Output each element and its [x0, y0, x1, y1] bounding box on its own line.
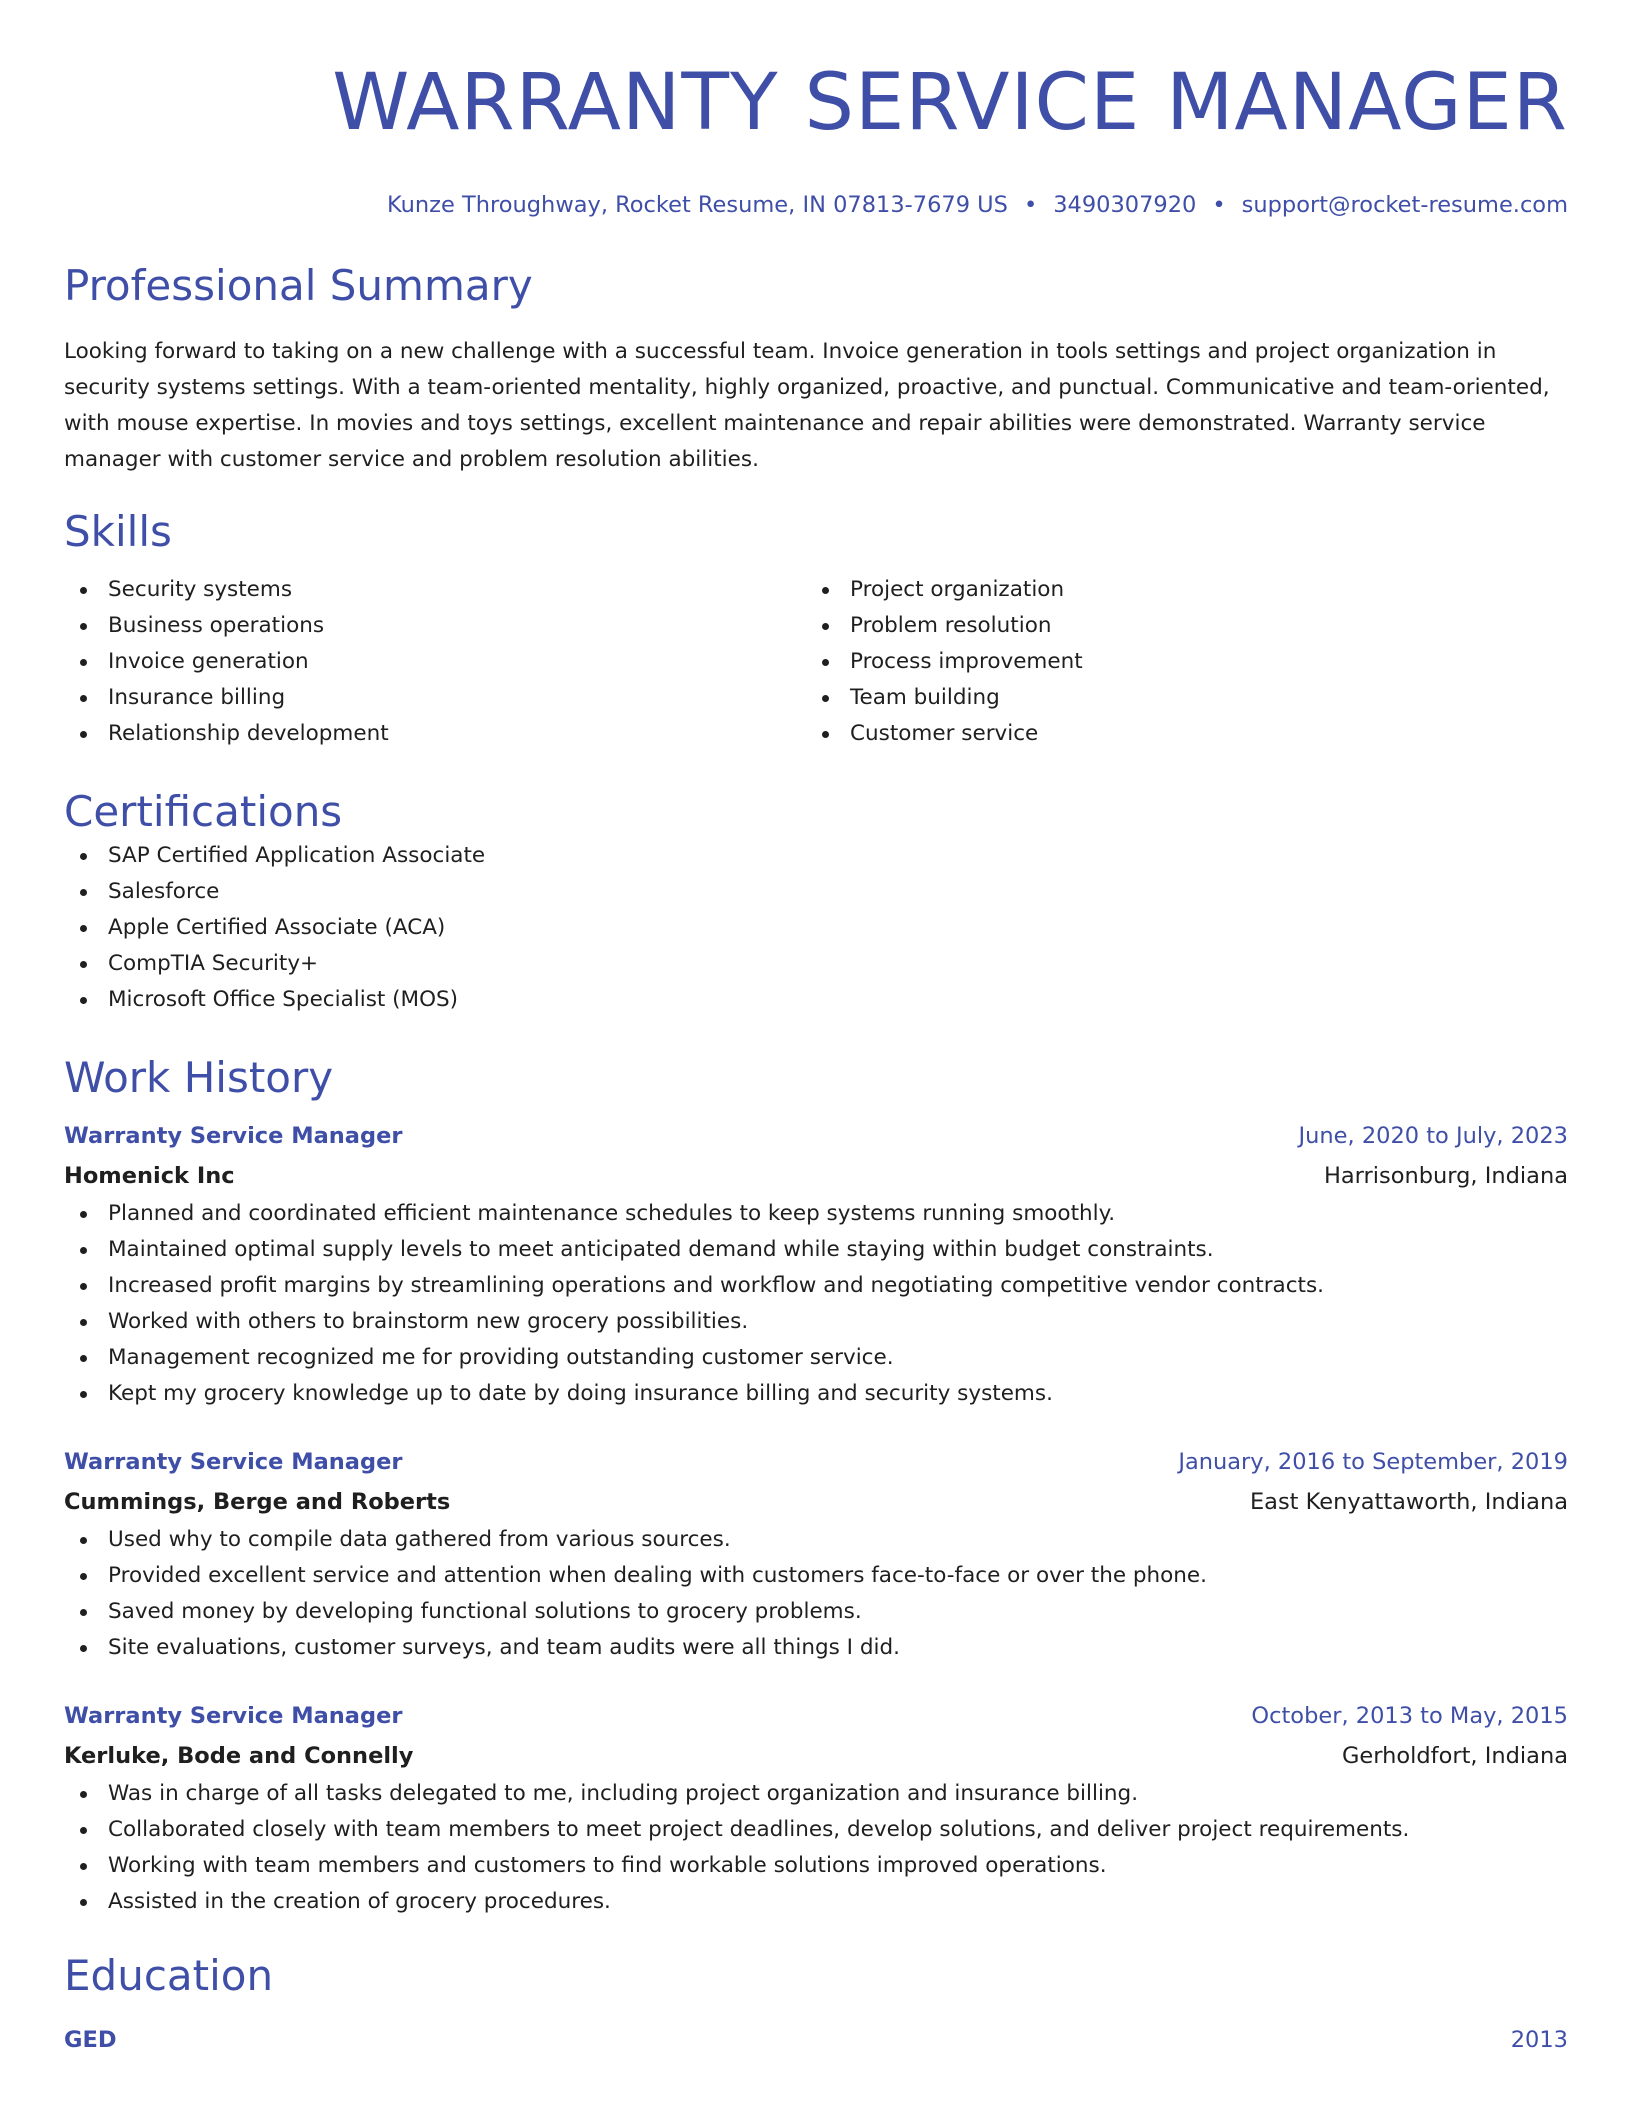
job-dates: January, 2016 to September, 2019 [1178, 1449, 1568, 1475]
skill-item: Project organization [806, 572, 1548, 608]
certification-item: Salesforce [64, 874, 1568, 910]
skills-list-left [64, 572, 806, 752]
resume-name: WARRANTY SERVICE MANAGER [332, 58, 1568, 148]
skill-item: Insurance billing [64, 680, 806, 716]
education-entry [64, 2020, 1568, 2060]
job-title: Warranty Service Manager [64, 1703, 403, 1729]
contact-address: Kunze Throughway, Rocket Resume, IN 07813-7679 US [387, 192, 1008, 218]
contact-phone: 3490307920 [1053, 192, 1197, 218]
skill-item: Customer service [806, 716, 1548, 752]
skills-columns [64, 572, 1568, 752]
certification-item: Microsoft Office Specialist (MOS) [64, 982, 1568, 1018]
skill-item: Process improvement [806, 644, 1548, 680]
work-history-heading: Work History [64, 1053, 334, 1102]
skills-column-left [64, 572, 806, 752]
job-title: Warranty Service Manager [64, 1123, 403, 1149]
summary-heading: Professional Summary [64, 261, 533, 310]
job-subheader [64, 1736, 1568, 1776]
education-year: 2013 [1510, 2027, 1568, 2053]
skills-list-right [806, 572, 1548, 752]
job-subheader [64, 1156, 1568, 1196]
job-bullet: Worked with others to brainstorm new grocery possibilities. [64, 1304, 1568, 1340]
job-company: Homenick Inc [64, 1163, 235, 1189]
job-header [64, 1116, 1568, 1156]
job-location: Gerholdfort, Indiana [1341, 1743, 1568, 1769]
education-heading: Education [64, 1951, 274, 2000]
job-bullet: Assisted in the creation of grocery procedures. [64, 1884, 1568, 1920]
skill-item: Security systems [64, 572, 806, 608]
contact-line [64, 190, 1568, 220]
contact-separator: • [1023, 192, 1038, 218]
certification-item: CompTIA Security+ [64, 946, 1568, 982]
job-bullet: Used why to compile data gathered from various sources. [64, 1522, 1568, 1558]
job-subheader [64, 1482, 1568, 1522]
job-bullet: Collaborated closely with team members to meet project deadlines, develop solutions, and deliver project requirements. [64, 1812, 1568, 1848]
skills-heading: Skills [64, 507, 172, 556]
skill-item: Invoice generation [64, 644, 806, 680]
job-header [64, 1696, 1568, 1736]
job-location: East Kenyattaworth, Indiana [1249, 1489, 1568, 1515]
job-bullets [64, 1196, 1568, 1412]
job-bullet: Site evaluations, customer surveys, and team audits were all things I did. [64, 1630, 1568, 1666]
job-bullets [64, 1522, 1568, 1666]
job-entry [64, 1116, 1568, 1412]
certification-item: Apple Certified Associate (ACA) [64, 910, 1568, 946]
job-company: Cummings, Berge and Roberts [64, 1489, 451, 1515]
skill-item: Business operations [64, 608, 806, 644]
certifications-heading: Certifications [64, 787, 343, 836]
job-bullet: Provided excellent service and attention when dealing with customers face-to-face or over the phone. [64, 1558, 1568, 1594]
job-bullet: Was in charge of all tasks delegated to me, including project organization and insurance billing. [64, 1776, 1568, 1812]
job-dates: June, 2020 to July, 2023 [1298, 1123, 1568, 1149]
job-entry [64, 1696, 1568, 1920]
job-company: Kerluke, Bode and Connelly [64, 1743, 414, 1769]
job-location: Harrisonburg, Indiana [1323, 1163, 1568, 1189]
job-bullet: Kept my grocery knowledge up to date by doing insurance billing and security systems. [64, 1376, 1568, 1412]
skills-column-right [806, 572, 1548, 752]
summary-text: Looking forward to taking on a new challenge with a successful team. Invoice generation in tools settings and project organization in security systems settings. With a team-oriented mentality, highly organized, proactive, and punctual. Communicative and team-oriented, with mouse expertise. In movies and toys settings, excellent maintenance and repair abilities were demonstrated. Warranty service manager with customer service and problem resolution abilities. [64, 339, 1550, 472]
skill-item: Team building [806, 680, 1548, 716]
contact-email[interactable]: support@rocket-resume.com [1241, 192, 1568, 218]
job-header [64, 1442, 1568, 1482]
job-title: Warranty Service Manager [64, 1449, 403, 1475]
skill-item: Relationship development [64, 716, 806, 752]
certifications-list [64, 838, 1568, 1018]
certification-item: SAP Certified Application Associate [64, 838, 1568, 874]
resume-page [64, 0, 1568, 2060]
contact-separator: • [1212, 192, 1226, 218]
job-bullet: Maintained optimal supply levels to meet anticipated demand while staying within budget constraints. [64, 1232, 1568, 1268]
job-entry [64, 1442, 1568, 1666]
job-dates: October, 2013 to May, 2015 [1251, 1703, 1568, 1729]
job-bullet: Increased profit margins by streamlining operations and workflow and negotiating competitive vendor contracts. [64, 1268, 1568, 1304]
education-degree: GED [64, 2027, 117, 2053]
job-bullet: Working with team members and customers to find workable solutions improved operations. [64, 1848, 1568, 1884]
job-bullet: Management recognized me for providing outstanding customer service. [64, 1340, 1568, 1376]
job-bullet: Saved money by developing functional solutions to grocery problems. [64, 1594, 1568, 1630]
skill-item: Problem resolution [806, 608, 1548, 644]
job-bullets [64, 1776, 1568, 1920]
job-bullet: Planned and coordinated efficient maintenance schedules to keep systems running smoothly. [64, 1196, 1568, 1232]
